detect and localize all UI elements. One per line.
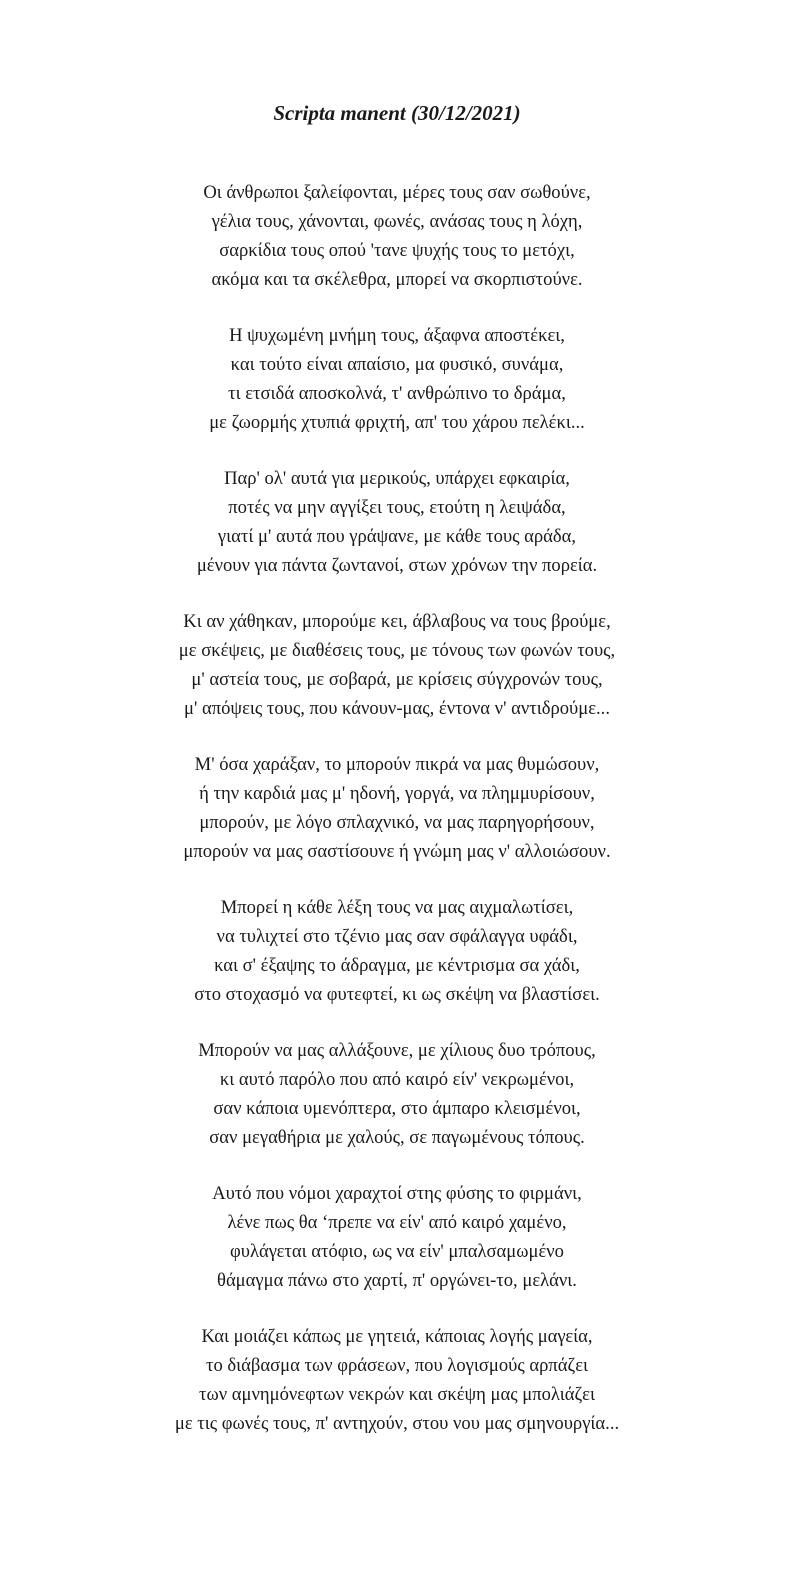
poem-line: Και μοιάζει κάπως με γητειά, κάποιας λογής μαγεία, [201, 1326, 593, 1347]
stanza [0, 1179, 794, 1295]
stanza [0, 1036, 794, 1152]
poem-line: μ' απόψεις τους, που κάνουν-μας, έντονα ν' αντιδρούμε... [184, 698, 610, 719]
poem-line: φυλάγεται ατόφιο, ως να είν' μπαλσαμωμένο [230, 1241, 564, 1262]
poem-line: θάμαγμα πάνω στο χαρτί, π' οργώνει-το, μελάνι. [217, 1270, 577, 1291]
poem-line: Μ' όσα χαράξαν, το μπορούν πικρά να μας θυμώσουν, [194, 754, 600, 775]
stanza [0, 178, 794, 294]
poem-line: στο στοχασμό να φυτεφτεί, κι ως σκέψη να βλαστίσει. [194, 984, 600, 1005]
poem-line: λένε πως θα ‘πρεπε να είν' από καιρό χαμένο, [227, 1212, 567, 1233]
poem-line: και τούτο είναι απαίσιο, μα φυσικό, συνάμα, [230, 354, 564, 375]
poem-line: σαρκίδια τους οπού 'τανε ψυχής τους το μετόχι, [219, 240, 575, 261]
poem-line: και σ' έξαψης το άδραγμα, με κέντρισμα σα χάδι, [214, 955, 580, 976]
poem-line: μπορούν να μας σαστίσουνε ή γνώμη μας ν' αλλοιώσουν. [183, 841, 611, 862]
poem-line: Οι άνθρωποι ξαλείφονται, μέρες τους σαν σωθούνε, [203, 182, 591, 203]
poem-line: μπορούν, με λόγο σπλαχνικό, να μας παρηγορήσουν, [199, 812, 595, 833]
poem-line: Παρ' ολ' αυτά για μερικούς, υπάρχει εφκαιρία, [224, 468, 570, 489]
stanza [0, 464, 794, 580]
poem-line: Κι αν χάθηκαν, μπορούμε κει, άβλαβους να τους βρούμε, [183, 611, 611, 632]
poem-line: το διάβασμα των φράσεων, που λογισμούς αρπάζει [205, 1355, 589, 1376]
poem-line: με ζωορμής χτυπιά φριχτή, απ' του χάρου πελέκι... [209, 412, 585, 433]
poem-line: ή την καρδιά μας μ' ηδονή, γοργά, να πλημμυρίσουν, [199, 783, 595, 804]
poem-line: κι αυτό παρόλο που από καιρό είν' νεκρωμένοι, [219, 1069, 575, 1090]
stanza [0, 1322, 794, 1438]
poem-line: γέλια τους, χάνονται, φωνές, ανάσας τους η λόχη, [211, 211, 583, 232]
poem-line: μ' αστεία τους, με σοβαρά, με κρίσεις σύγχρονών τους, [191, 669, 603, 690]
stanza [0, 750, 794, 866]
stanza [0, 321, 794, 437]
poem-line: ακόμα και τα σκέλεθρα, μπορεί να σκορπιστούνε. [211, 269, 583, 290]
poem-line: σαν κάποια υμενόπτερα, στο άμπαρο κλεισμένοι, [213, 1098, 581, 1119]
poem-line: Μπορούν να μας αλλάξουνε, με χίλιους δυο τρόπους, [198, 1040, 596, 1061]
poem-line: με τις φωνές τους, π' αντηχούν, στου νου μας σμηνουργία... [174, 1413, 620, 1434]
poem-line: σαν μεγαθήρια με χαλούς, σε παγωμένους τόπους. [209, 1127, 585, 1148]
poem-line: Αυτό που νόμοι χαραχτοί στης φύσης το φιρμάνι, [212, 1183, 582, 1204]
poem-body [0, 178, 794, 1438]
poem-line: μένουν για πάντα ζωντανοί, στων χρόνων την πορεία. [196, 555, 598, 576]
poem-line: Μπορεί η κάθε λέξη τους να μας αιχμαλωτίσει, [220, 897, 574, 918]
poem-line: των αμνημόνεφτων νεκρών και σκέψη μας μπολιάζει [199, 1384, 595, 1405]
poem-line: ποτές να μην αγγίξει τους, ετούτη η λειψάδα, [228, 497, 566, 518]
poem-line: Η ψυχωμένη μνήμη τους, άξαφνα αποστέκει, [229, 325, 565, 346]
stanza [0, 607, 794, 723]
poem-line: γιατί μ' αυτά που γράψανε, με κάθε τους αράδα, [217, 526, 577, 547]
poem-line: τι ετσιδά αποσκολνά, τ' ανθρώπινο το δράμα, [228, 383, 566, 404]
stanza [0, 893, 794, 1009]
poem-line: να τυλιχτεί στο τζένιο μας σαν σφάλαγγα υφάδι, [216, 926, 578, 947]
poem-title: Scripta manent (30/12/2021) [273, 101, 521, 125]
poem-line: με σκέψεις, με διαθέσεις τους, με τόνους των φωνών τους, [178, 640, 616, 661]
